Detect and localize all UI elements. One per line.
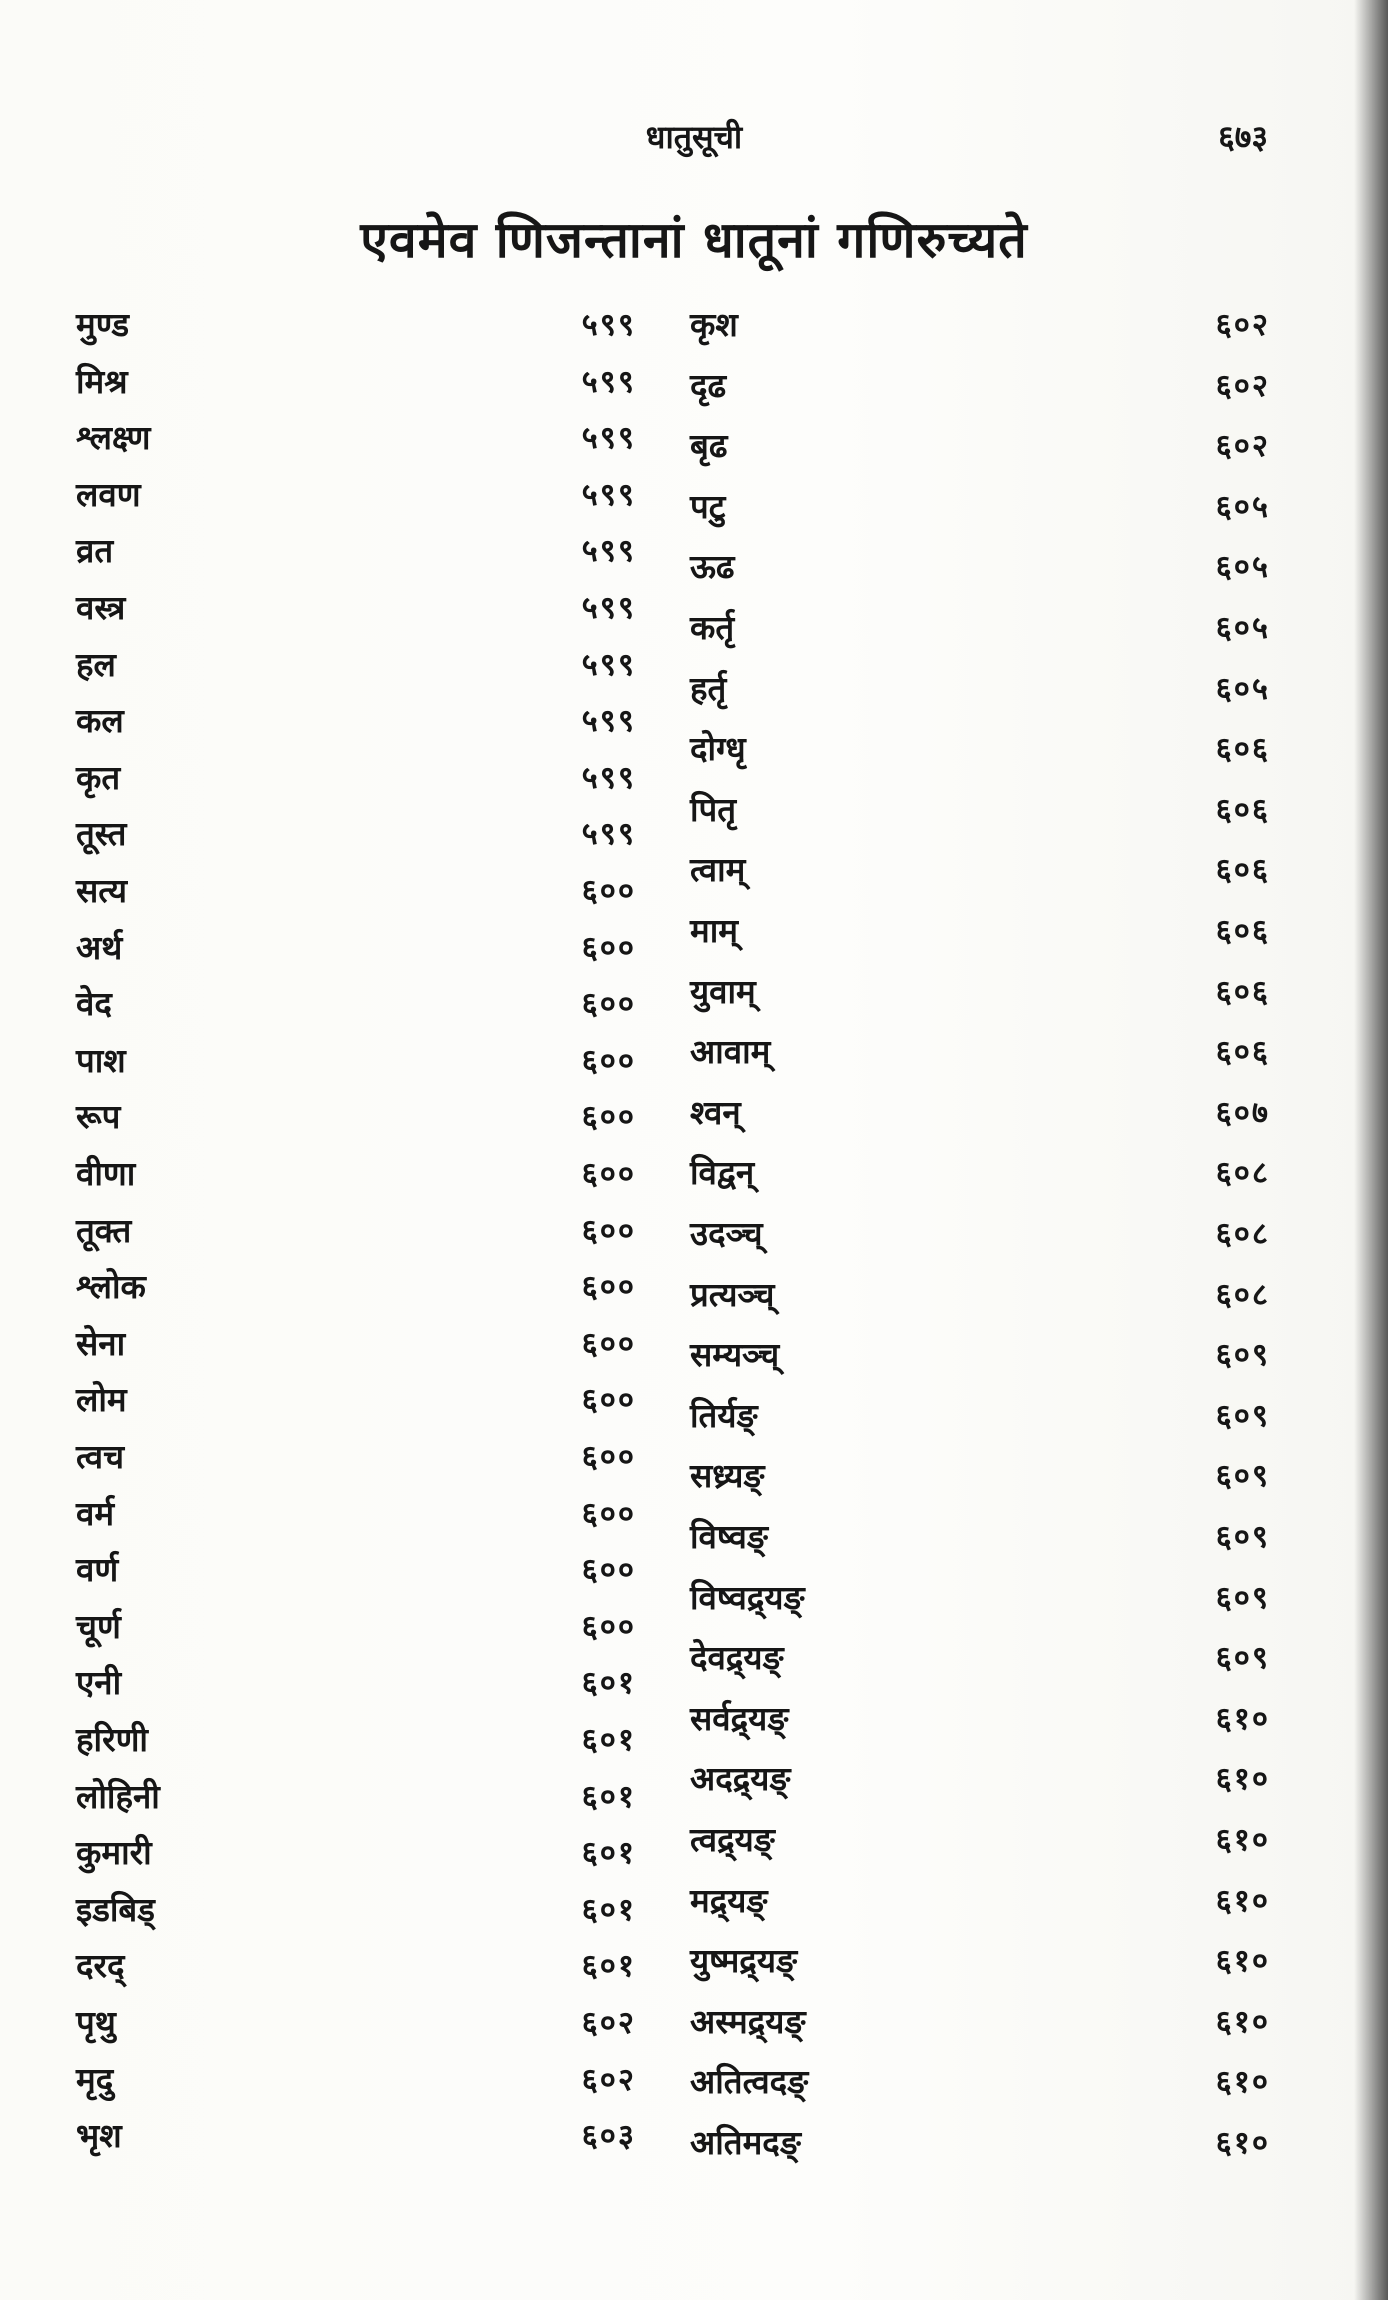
index-entry: [76, 1262, 636, 1312]
entry-word: वीणा: [76, 1154, 136, 1193]
index-entry: [690, 421, 1270, 471]
index-entry: [76, 923, 636, 973]
index-entry: [690, 1451, 1270, 1501]
index-entry: [690, 785, 1270, 835]
entry-page-ref: ६००: [581, 873, 636, 909]
entry-page-ref: ६००: [581, 1042, 636, 1079]
index-entry: [76, 300, 636, 350]
index-entry: [690, 1997, 1270, 2047]
index-column-right: [690, 300, 1270, 2180]
entry-page-ref: ६०६: [1215, 791, 1270, 828]
index-entry: [76, 979, 636, 1029]
entry-page-ref: ६०२: [1215, 428, 1270, 465]
entry-word: अदद्र्यङ्: [690, 1759, 791, 1799]
entry-word: वस्त्र: [76, 588, 126, 627]
entry-page-ref: ६०५: [1215, 488, 1270, 525]
index-entry: [76, 1036, 636, 1086]
index-entry: [690, 1876, 1270, 1926]
entry-page-ref: ६०६: [1215, 1034, 1270, 1071]
entry-page-ref: ६०५: [1215, 610, 1270, 646]
entry-page-ref: ६००: [581, 986, 636, 1023]
index-entry: [76, 640, 636, 690]
entry-word: सध्र्यङ्: [690, 1456, 765, 1496]
index-entry: [690, 2118, 1270, 2168]
entry-page-ref: ६०१: [581, 1665, 636, 1702]
entry-word: पृथु: [76, 2003, 116, 2042]
entry-page-ref: ५९९: [581, 307, 636, 343]
index-entry: [76, 753, 636, 803]
index-entry: [76, 1092, 636, 1142]
entry-page-ref: ६०१: [581, 1948, 636, 1985]
entry-word: अतिमदङ्: [690, 2123, 801, 2162]
entry-word: प्रत्यञ्च्: [690, 1274, 775, 1314]
entry-word: त्वद्र्यङ्: [690, 1820, 775, 1859]
entry-page-ref: ६००: [581, 1495, 636, 1532]
entry-page-ref: ६०८: [1215, 1276, 1270, 1313]
entry-page-ref: ६०९: [1215, 1458, 1270, 1495]
entry-page-ref: ६१०: [1215, 1822, 1270, 1858]
entry-page-ref: ६००: [581, 1325, 636, 1362]
entry-page-ref: ५९९: [581, 646, 636, 683]
entry-page-ref: ६०३: [581, 2118, 636, 2155]
index-entry: [76, 1998, 636, 2048]
index-entry: [76, 526, 636, 576]
index-entry: [76, 1432, 636, 1482]
entry-word: दृढ: [690, 365, 727, 405]
entry-word: मिश्र: [76, 361, 128, 401]
entry-word: श्लक्ष्ण: [76, 418, 151, 458]
index-entry: [76, 1715, 636, 1765]
index-entry: [690, 1148, 1270, 1198]
index-entry: [690, 1633, 1270, 1683]
entry-page-ref: ५९९: [581, 476, 636, 513]
entry-word: दरद्: [76, 1946, 125, 1986]
entry-page-ref: ६०२: [581, 2061, 636, 2098]
index-entry: [76, 583, 636, 633]
entry-page-ref: ६०७: [1215, 1094, 1270, 1131]
index-entry: [690, 603, 1270, 653]
index-entry: [76, 1319, 636, 1369]
entry-page-ref: ६१०: [1215, 1700, 1270, 1737]
entry-page-ref: ६००: [581, 1212, 636, 1249]
entry-page-ref: ६००: [581, 1382, 636, 1419]
entry-page-ref: ६००: [581, 1099, 636, 1136]
index-entry: [76, 1772, 636, 1822]
entry-page-ref: ६००: [581, 1608, 636, 1645]
entry-page-ref: ६००: [581, 1269, 636, 1306]
index-entry: [76, 1545, 636, 1595]
index-entry: [76, 696, 636, 746]
entry-word: कुमारी: [76, 1833, 152, 1873]
entry-word: हल: [76, 644, 116, 684]
index-entry: [76, 1885, 636, 1935]
entry-page-ref: ६१०: [1215, 2125, 1270, 2161]
entry-page-ref: ६०१: [581, 1722, 636, 1758]
entry-page-ref: ५९९: [581, 363, 636, 400]
entry-page-ref: ५९९: [581, 816, 636, 853]
index-entry: [690, 1512, 1270, 1562]
entry-page-ref: ५९९: [581, 703, 636, 740]
entry-page-ref: ६००: [581, 1156, 636, 1192]
index-entry: [690, 906, 1270, 956]
index-entry: [690, 967, 1270, 1017]
entry-word: उदञ्च्: [690, 1214, 763, 1253]
index-entry: [76, 809, 636, 859]
entry-word: त्वच: [76, 1437, 125, 1476]
entry-word: पाश: [76, 1040, 126, 1080]
entry-word: माम्: [690, 911, 739, 950]
entry-word: वेद: [76, 984, 112, 1024]
entry-word: सम्यञ्च्: [690, 1335, 780, 1375]
index-entry: [76, 1941, 636, 1991]
entry-page-ref: ६०६: [1215, 973, 1270, 1010]
entry-word: आवाम्: [690, 1032, 771, 1072]
entry-word: व्रत: [76, 531, 114, 571]
index-entry: [76, 1206, 636, 1256]
entry-page-ref: ६१०: [1215, 2003, 1270, 2040]
index-entry: [690, 1027, 1270, 1077]
entry-word: श्वन्: [690, 1092, 741, 1132]
entry-word: अतित्वदङ्: [690, 2062, 809, 2102]
entry-page-ref: ५९९: [581, 759, 636, 796]
entry-page-ref: ६०६: [1215, 731, 1270, 768]
index-entry: [690, 664, 1270, 714]
entry-page-ref: ६०८: [1215, 1216, 1270, 1252]
entry-word: पितृ: [690, 789, 737, 829]
index-entry: [690, 2057, 1270, 2107]
index-entry: [690, 542, 1270, 592]
index-entry: [690, 1815, 1270, 1865]
entry-word: सेना: [76, 1323, 126, 1363]
entry-word: बृढ: [690, 426, 728, 466]
entry-word: इडबिड्: [76, 1889, 155, 1929]
entry-word: अर्थ: [76, 927, 123, 967]
index-entry: [76, 1828, 636, 1878]
entry-word: हरिणी: [76, 1720, 148, 1759]
page-edge-shadow: [1354, 0, 1388, 2300]
index-column-left: [76, 300, 636, 2180]
index-entry: [76, 1489, 636, 1539]
index-entry: [690, 300, 1270, 350]
entry-page-ref: ६०२: [1215, 367, 1270, 404]
index-entry: [690, 845, 1270, 895]
entry-word: मद्र्यङ्: [690, 1880, 768, 1920]
entry-word: हर्तृ: [690, 668, 727, 708]
entry-word: देवद्र्यङ्: [690, 1638, 784, 1678]
section-heading: एवमेव णिजन्तानां धातूनां गणिरुच्यते: [360, 210, 1028, 269]
entry-word: युवाम्: [690, 971, 756, 1011]
entry-word: कृश: [690, 305, 738, 344]
entry-page-ref: ६०५: [1215, 670, 1270, 707]
entry-word: भृश: [76, 2116, 122, 2156]
entry-page-ref: ६०१: [581, 1778, 636, 1815]
entry-word: चूर्ण: [76, 1606, 121, 1646]
entry-word: पटु: [690, 486, 726, 526]
entry-word: विष्वङ्: [690, 1517, 768, 1556]
page-number: ६७३: [1218, 118, 1268, 156]
index-entry: [690, 724, 1270, 774]
index-entry: [76, 1658, 636, 1708]
index-entry: [76, 866, 636, 916]
entry-word: दोग्धृ: [690, 729, 746, 769]
entry-word: कल: [76, 701, 124, 741]
entry-page-ref: ५९९: [581, 533, 636, 570]
entry-page-ref: ६०१: [581, 1891, 636, 1928]
entry-page-ref: ६०९: [1215, 1337, 1270, 1374]
entry-word: तूक्त: [76, 1210, 132, 1250]
entry-page-ref: ६०२: [581, 2005, 636, 2041]
index-entry: [76, 2055, 636, 2105]
entry-word: तूस्त: [76, 814, 127, 854]
index-entry: [690, 1270, 1270, 1320]
entry-word: रूप: [76, 1097, 121, 1137]
entry-word: युष्मद्र्यङ्: [690, 1941, 797, 1981]
entry-word: श्लोक: [76, 1267, 146, 1307]
entry-page-ref: ६०६: [1215, 852, 1270, 889]
entry-word: मृदु: [76, 2059, 114, 2099]
entry-page-ref: ६०९: [1215, 1519, 1270, 1555]
index-entry: [690, 1330, 1270, 1380]
entry-word: ऊढ: [690, 547, 735, 587]
entry-word: त्वाम्: [690, 850, 746, 890]
index-entry: [690, 1754, 1270, 1804]
entry-page-ref: ६०८: [1215, 1155, 1270, 1192]
entry-word: कर्तृ: [690, 608, 735, 647]
entry-page-ref: ५९९: [581, 420, 636, 457]
index-entry: [690, 1088, 1270, 1138]
entry-page-ref: ६०९: [1215, 1579, 1270, 1616]
entry-word: एनी: [76, 1663, 122, 1703]
index-entry: [76, 1375, 636, 1425]
entry-page-ref: ६१०: [1215, 1761, 1270, 1798]
entry-page-ref: ६०९: [1215, 1397, 1270, 1434]
entry-word: विष्वद्र्यङ्: [690, 1577, 805, 1617]
entry-page-ref: ६०६: [1215, 913, 1270, 949]
entry-page-ref: ६००: [581, 1552, 636, 1589]
entry-word: लोहिनी: [76, 1776, 160, 1816]
entry-page-ref: ५९९: [581, 590, 636, 626]
entry-word: वर्ण: [76, 1550, 119, 1590]
index-entry: [690, 1209, 1270, 1259]
entry-page-ref: ६०५: [1215, 549, 1270, 586]
index-entry: [690, 1936, 1270, 1986]
running-title: धातुसूची: [645, 118, 743, 156]
entry-page-ref: ६१०: [1215, 1882, 1270, 1919]
entry-page-ref: ६०१: [581, 1835, 636, 1872]
entry-word: सर्वद्र्यङ्: [690, 1698, 789, 1738]
entry-page-ref: ६०९: [1215, 1640, 1270, 1677]
index-entry: [76, 357, 636, 407]
index-entry: [690, 361, 1270, 411]
index-entry: [690, 1694, 1270, 1744]
entry-page-ref: ६००: [581, 1439, 636, 1475]
index-entry: [76, 2111, 636, 2161]
entry-word: विद्वन्: [690, 1153, 755, 1193]
entry-word: सत्य: [76, 871, 128, 910]
index-entry: [690, 1391, 1270, 1441]
entry-word: अस्मद्र्यङ्: [690, 2001, 806, 2041]
running-head: [0, 112, 1388, 162]
entry-page-ref: ६१०: [1215, 2064, 1270, 2101]
entry-word: लोम: [76, 1380, 127, 1420]
index-entry: [690, 1573, 1270, 1623]
entry-page-ref: ६००: [581, 929, 636, 966]
entry-word: लवण: [76, 474, 141, 514]
index-entry: [76, 413, 636, 463]
index-entry: [690, 482, 1270, 532]
entry-word: मुण्ड: [76, 305, 130, 344]
index-entry: [76, 470, 636, 520]
entry-word: वर्म: [76, 1493, 115, 1533]
entry-page-ref: ६०२: [1215, 307, 1270, 343]
index-entry: [76, 1602, 636, 1652]
entry-word: तिर्यङ्: [690, 1395, 758, 1435]
entry-word: कृत: [76, 757, 121, 797]
entry-page-ref: ६१०: [1215, 1943, 1270, 1980]
index-entry: [76, 1149, 636, 1199]
